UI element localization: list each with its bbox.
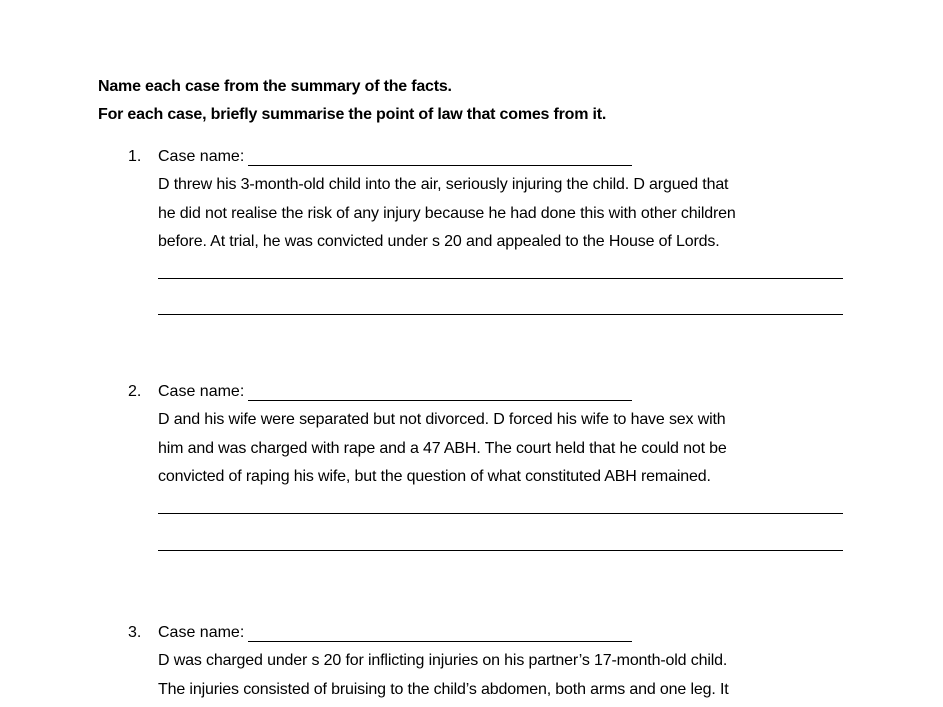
facts-line: him and was charged with rape and a 47 ABH. The court held that he could not be (158, 439, 727, 457)
case-name-row (158, 624, 632, 642)
answer-line[interactable] (158, 550, 843, 551)
facts-line: The injuries consisted of bruising to the child’s abdomen, both arms and one leg. It (158, 680, 729, 698)
facts-line: he did not realise the risk of any injury because he had done this with other children (158, 204, 736, 222)
case-name-label: Case name: (158, 148, 245, 165)
answer-line[interactable] (158, 513, 843, 514)
facts-line: D threw his 3-month-old child into the air, seriously injuring the child. D argued that (158, 176, 729, 193)
facts-line: D was charged under s 20 for inflicting injuries on his partner’s 17-month-old child. (158, 652, 728, 669)
case-name-row (158, 148, 632, 166)
facts-line: D and his wife were separated but not divorced. D forced his wife to have sex with (158, 411, 726, 428)
case-name-blank[interactable] (248, 384, 632, 401)
instruction-line-2: For each case, briefly summarise the point of law that comes from it. (98, 106, 607, 123)
question-number: 1. (128, 148, 142, 165)
case-facts (158, 406, 848, 492)
answer-line[interactable] (158, 278, 843, 279)
question-number: 2. (128, 383, 142, 400)
case-name-blank[interactable] (248, 149, 632, 166)
case-name-blank[interactable] (248, 625, 632, 642)
answer-line[interactable] (158, 314, 843, 315)
case-facts (158, 647, 848, 704)
facts-line: before. At trial, he was convicted under s 20 and appealed to the House of Lords. (158, 233, 720, 250)
instruction-line-1: Name each case from the summary of the facts. (98, 78, 452, 95)
case-name-label: Case name: (158, 383, 245, 400)
case-name-label: Case name: (158, 624, 245, 641)
case-name-row (158, 383, 632, 401)
question-number: 3. (128, 624, 142, 641)
case-facts (158, 171, 848, 257)
facts-line: convicted of raping his wife, but the question of what constituted ABH remained. (158, 468, 711, 485)
